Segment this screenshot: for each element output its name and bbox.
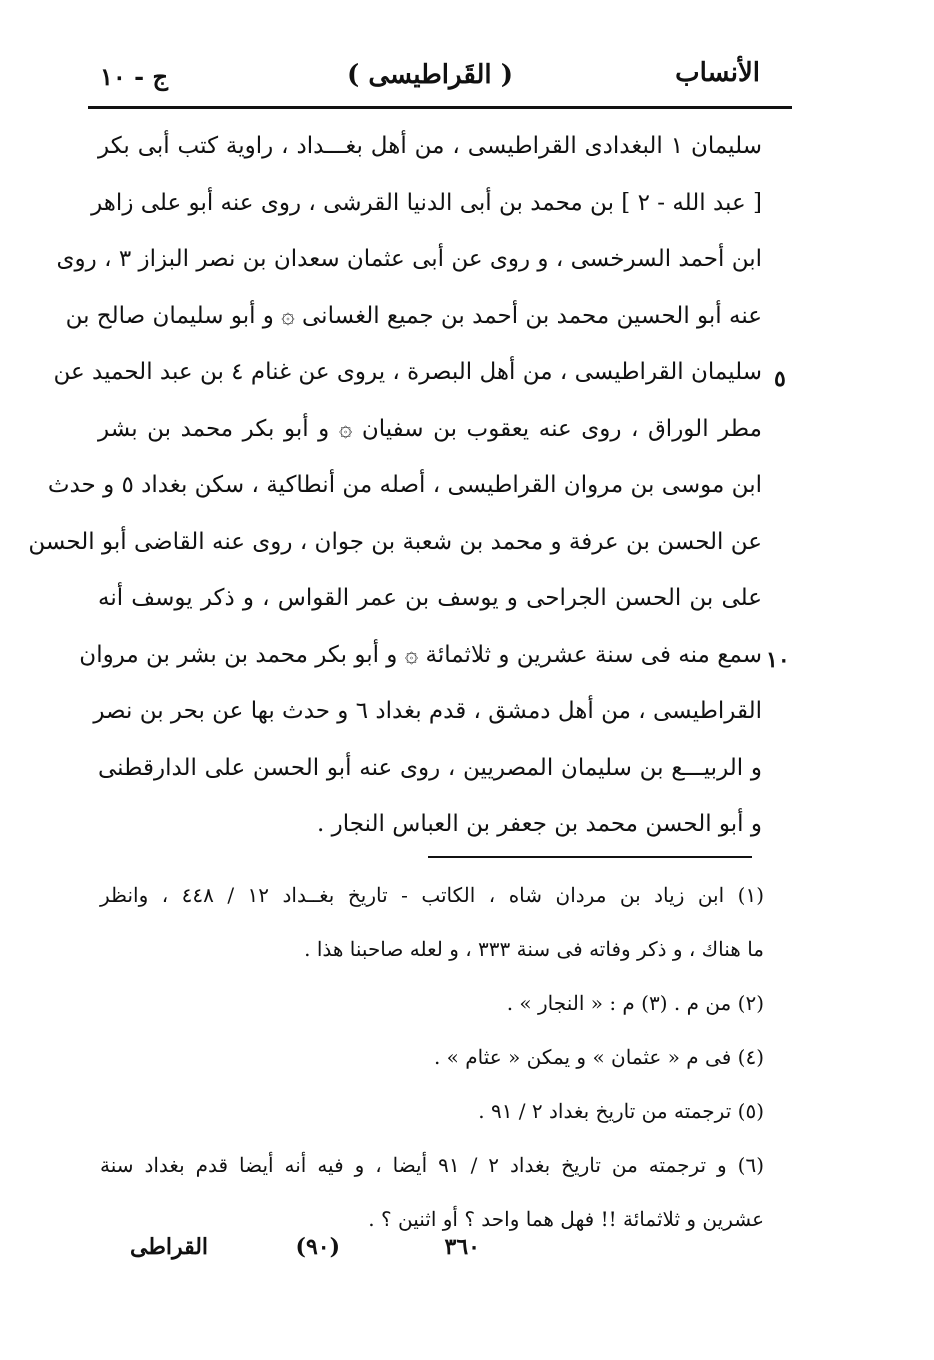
footnote-line: ما هناك ، و ذكر وفاته فی سنة ٣٣٣ ، و لعله صاحبنا هذا . <box>304 937 764 961</box>
footnote-rule <box>428 856 752 858</box>
line-number-5: ٥ <box>774 366 786 392</box>
footnote-line: (٢) من م . (٣) م : « النجار » . <box>506 991 764 1015</box>
main-text <box>28 118 762 853</box>
text-line: سلیمان ١ البغدادی القراطیسی ، من أهل بغـــداد ، راویة كتب أبی بكر <box>98 133 762 159</box>
entry-title: ( القَراطيسى ) <box>347 60 513 90</box>
running-header <box>100 54 760 98</box>
header-rule <box>88 106 792 109</box>
text-line: و أبو الحسن محمد بن جعفر بن العباس النجار . <box>317 811 762 837</box>
text-line: ابن أحمد السرخسی ، و روی عن أبی عثمان سعدان بن نصر البزاز ٣ ، روی <box>56 246 762 272</box>
text-line: القراطیسی ، من أهل دمشق ، قدم بغداد ٦ و حدث بها عن بحر بن نصر <box>93 698 762 724</box>
text-line: علی بن الحسن الجراحی و یوسف بن عمر القواس ، و ذكر یوسف أنه <box>98 585 762 611</box>
line-number-10: ١٠ <box>766 647 790 673</box>
volume-label: ج - ١٠ <box>100 62 168 91</box>
footnote-line: (٤) فی م « عثمان » و یمكن « عثام » . <box>433 1045 764 1069</box>
text-line: سلیمان القراطیسی ، من أهل البصرة ، یروی عن غنام ٤ بن عبد الحمید عن <box>53 359 762 385</box>
footnote-line: (١) ابن زیاد بن مردان شاه ، الكاتب - تاریخ بغــداد ١٢ / ٤٤٨ ، وانظر <box>100 883 764 907</box>
footer-number: (٩٠) <box>295 1234 340 1260</box>
page-number: ٣٦٠ <box>444 1234 480 1260</box>
page-footer <box>100 1234 480 1274</box>
text-line: مطر الوراق ، روی عنه یعقوب بن سفیان ۞ و أبو بكر محمد بن بشر <box>98 415 762 442</box>
footnote-line: (٥) ترجمته من تاریخ بغداد ٢ / ٩١ . <box>478 1099 764 1123</box>
text-line: ابن موسی بن مروان القراطیسی ، أصله من أنطاكیة ، سكن بغداد ٥ و حدث <box>47 472 762 498</box>
footnotes <box>100 868 764 1246</box>
text-line: [ عبد الله - ٢ ] بن محمد بن أبی الدنیا القرشی ، روی عنه أبو علی زاهر <box>91 189 762 216</box>
book-title: الأنساب <box>675 58 760 88</box>
catchword: القراطی <box>130 1234 209 1260</box>
text-line: عنه أبو الحسین محمد بن أحمد بن جمیع الغسانی ۞ و أبو سلیمان صالح بن <box>65 302 762 329</box>
footnote-line: عشرین و ثلاثمائة !! فهل هما واحد ؟ أو اثنین ؟ . <box>368 1207 764 1231</box>
text-line: سمع منه فی سنة عشرین و ثلاثمائة ۞ و أبو بكر محمد بن بشر بن مروان <box>79 641 762 668</box>
text-line: عن الحسن بن عرفة و محمد بن شعبة بن جوان ، روی عنه القاضی أبو الحسن <box>28 528 762 555</box>
text-line: و الربیـــع بن سلیمان المصریین ، روی عنه أبو الحسن علی الدارقطنی <box>98 754 762 781</box>
footnote-line: (٦) و ترجمته من تاریخ بغداد ٢ / ٩١ أیضا ، و فیه أنه أیضا قدم بغداد سنة <box>100 1153 765 1177</box>
